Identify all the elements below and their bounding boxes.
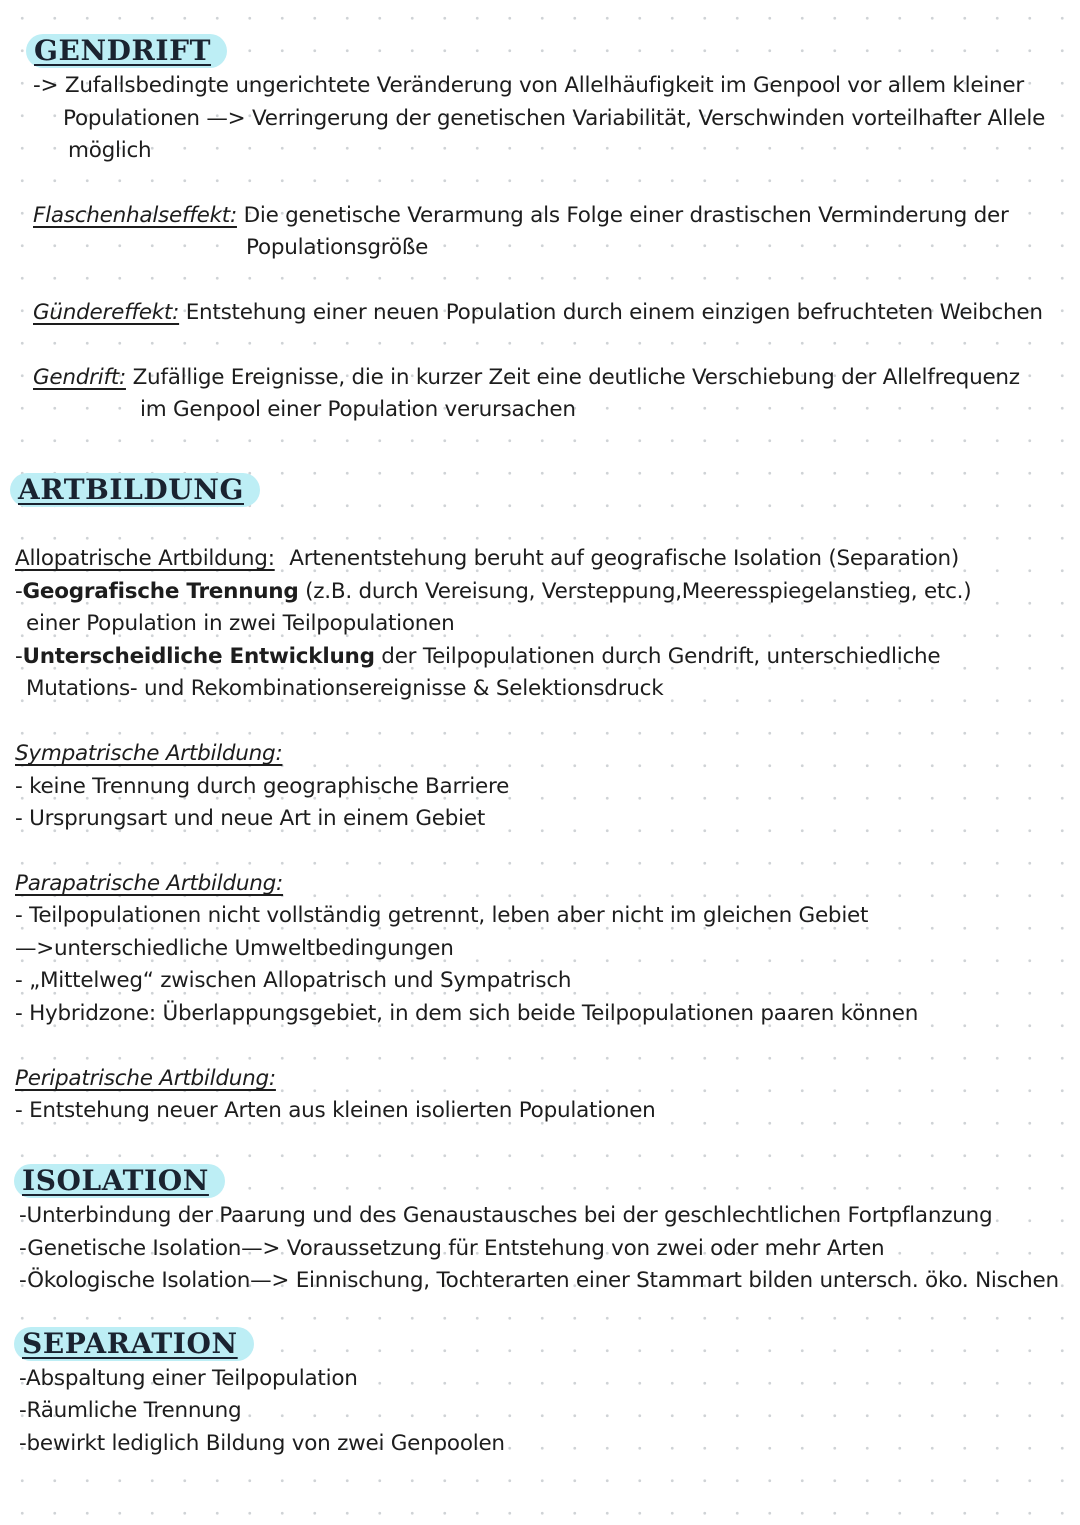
isolation-line-1: -Unterbindung der Paarung und des Genaustausches bei der geschlechtlichen Fortpflanzung: [19, 1203, 993, 1228]
separation-line-2: -Räumliche Trennung: [19, 1398, 242, 1423]
gendrift-intro-line-3: möglich: [68, 138, 152, 163]
allopatrisch-line-2: einer Population in zwei Teilpopulationen: [26, 611, 455, 636]
gruender-term: Gündereffekt:: [33, 300, 180, 325]
parapatrisch-term: Parapatrische Artbildung:: [15, 871, 284, 896]
parapatrisch-line-4: - Hybridzone: Überlappungsgebiet, in dem sich beide Teilpopulationen paaren können: [15, 1001, 919, 1026]
heading-separation: SEPARATION: [18, 1325, 246, 1363]
heading-artbildung: ARTBILDUNG: [14, 471, 252, 509]
allopatrisch-definition: [15, 543, 959, 575]
heading-gendrift: GENDRIFT: [30, 32, 219, 70]
gruender-definition: [33, 297, 1043, 329]
flaschenhals-definition: [33, 200, 1009, 232]
parapatrisch-line-3: - „Mittelweg“ zwischen Allopatrisch und Sympatrisch: [15, 968, 572, 993]
allopatrisch-line-1: -Geografische Trennung (z.B. durch Vereisung, Versteppung,Meeresspiegelanstieg, etc.): [15, 579, 972, 604]
flaschenhals-text-2: Populationsgröße: [246, 235, 429, 260]
gendrift-def-text-2: im Genpool einer Population verursachen: [140, 397, 576, 422]
flaschenhals-text-1: Die genetische Verarmung als Folge einer drastischen Verminderung der: [243, 203, 1009, 228]
isolation-line-2: -Genetische Isolation—> Voraussetzung für Entstehung von zwei oder mehr Arten: [19, 1236, 885, 1261]
flaschenhals-term: Flaschenhalseffekt:: [33, 203, 237, 228]
separation-line-3: -bewirkt lediglich Bildung von zwei Genpoolen: [19, 1431, 505, 1456]
sympatrisch-line-1: - keine Trennung durch geographische Barriere: [15, 774, 510, 799]
gendrift-term: Gendrift:: [33, 365, 126, 390]
allopatrisch-line-3: -Unterscheidliche Entwicklung der Teilpopulationen durch Gendrift, unterschiedliche: [15, 644, 941, 669]
gendrift-intro-line-1: -> Zufallsbedingte ungerichtete Veränderung von Allelhäufigkeit im Genpool vor allem kleiner: [33, 73, 1024, 98]
allopatrisch-line-4: Mutations- und Rekombinationsereignisse & Selektionsdruck: [26, 676, 664, 701]
allopatrisch-term: Allopatrische Artbildung:: [15, 546, 275, 571]
peripatrisch-line-1: - Entstehung neuer Arten aus kleinen isolierten Populationen: [15, 1098, 656, 1123]
heading-isolation: ISOLATION: [18, 1162, 217, 1200]
gendrift-def-text-1: Zufällige Ereignisse, die in kurzer Zeit eine deutliche Verschiebung der Allelfrequenz: [132, 365, 1020, 390]
gendrift-intro-line-2: Populationen —> Verringerung der genetischen Variabilität, Verschwinden vorteilhafter Allele: [63, 106, 1046, 131]
gendrift-definition: [33, 362, 1020, 394]
sympatrisch-term: Sympatrische Artbildung:: [15, 741, 283, 766]
sympatrisch-line-2: - Ursprungsart und neue Art in einem Gebiet: [15, 806, 486, 831]
allopatrisch-text: Artenentstehung beruht auf geografische Isolation (Separation): [289, 546, 960, 571]
isolation-line-3: -Ökologische Isolation—> Einnischung, Tochterarten einer Stammart bilden untersch. öko. Nischen: [19, 1268, 1059, 1293]
peripatrisch-term: Peripatrische Artbildung:: [15, 1066, 276, 1091]
allopatrisch-bold-1: Geografische Trennung: [22, 579, 299, 604]
separation-line-1: -Abspaltung einer Teilpopulation: [19, 1366, 358, 1391]
allopatrisch-bold-2: Unterscheidliche Entwicklung: [22, 644, 375, 669]
parapatrisch-line-1: - Teilpopulationen nicht vollständig getrennt, leben aber nicht im gleichen Gebiet: [15, 903, 869, 928]
parapatrisch-line-2: —>unterschiedliche Umweltbedingungen: [15, 936, 454, 961]
gruender-text: Entstehung einer neuen Population durch einem einzigen befruchteten Weibchen: [185, 300, 1043, 325]
